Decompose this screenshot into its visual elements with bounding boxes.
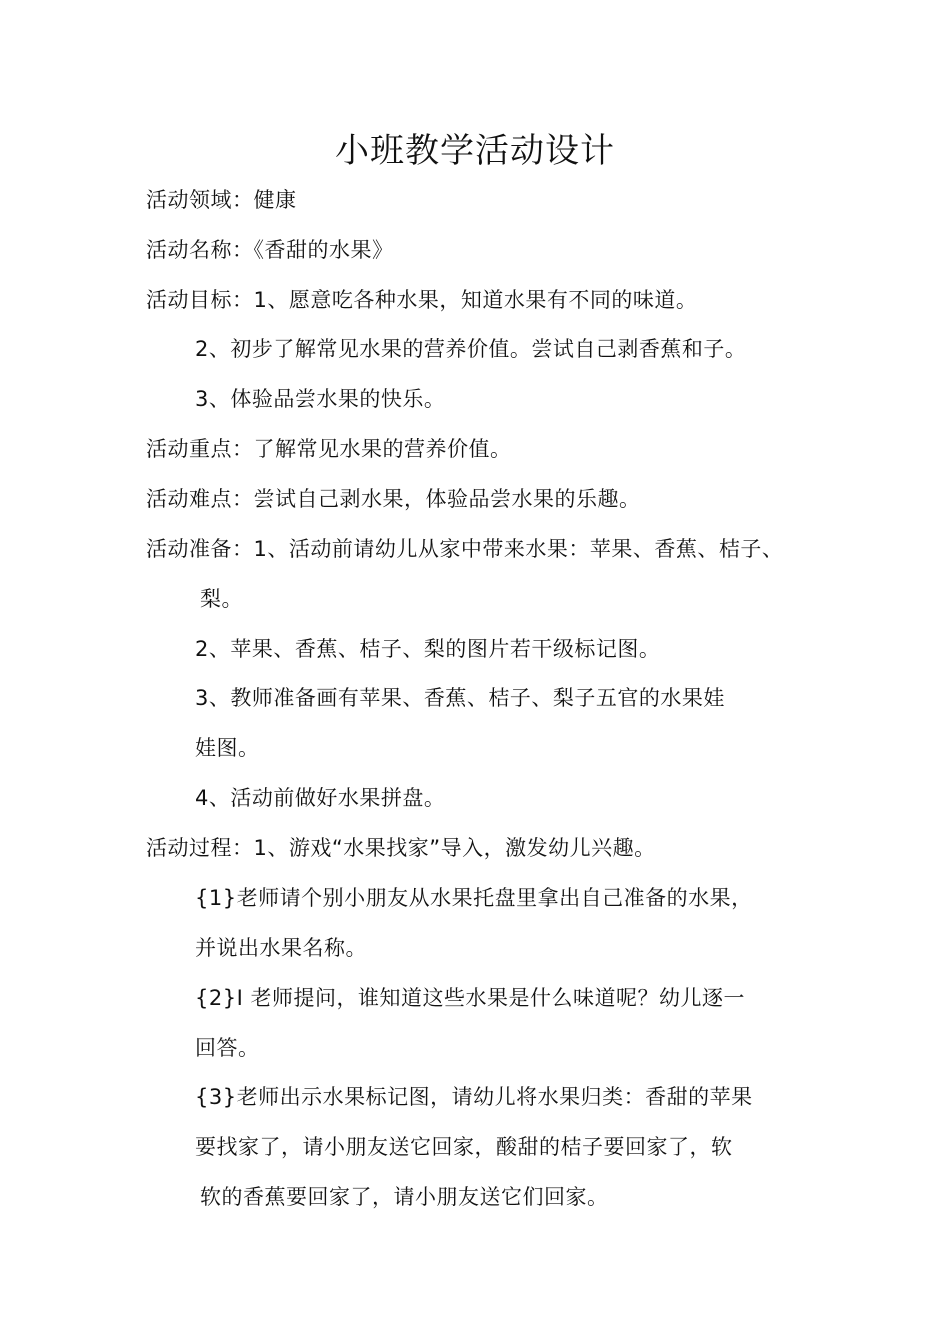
activity-goal-line-3: 3、体验品尝水果的快乐。 xyxy=(195,387,446,411)
activity-preparation-line-1: 活动准备：1、活动前请幼儿从家中带来水果：苹果、香蕉、桔子、 xyxy=(146,537,784,561)
activity-process-step-2: {2}I 老师提问，谁知道这些水果是什么味道呢？幼儿逐一 xyxy=(195,986,745,1010)
activity-difficulty-line: 活动难点：尝试自己剥水果，体验品尝水果的乐趣。 xyxy=(146,487,641,511)
activity-process-step-1: {1}老师请个别小朋友从水果托盘里拿出自己准备的水果， xyxy=(195,886,753,910)
activity-name-line: 活动名称：《香甜的水果》 xyxy=(146,238,394,262)
activity-key-point-line: 活动重点：了解常见水果的营养价值。 xyxy=(146,437,512,461)
activity-preparation-line-1-cont: 梨。 xyxy=(200,587,243,611)
activity-process-step-2-cont: 回答。 xyxy=(195,1036,260,1060)
document-title: 小班教学活动设计 xyxy=(335,131,615,171)
activity-process-step-3-cont-1: 要找家了，请小朋友送它回家，酸甜的桔子要回家了，软 xyxy=(195,1135,733,1159)
activity-domain-line: 活动领域：健康 xyxy=(146,188,297,212)
activity-process-step-3: {3}老师出示水果标记图，请幼儿将水果归类：香甜的苹果 xyxy=(195,1085,753,1109)
activity-goal-line-2: 2、初步了解常见水果的营养价值。尝试自己剥香蕉和子。 xyxy=(195,337,747,361)
activity-preparation-line-4: 4、活动前做好水果拼盘。 xyxy=(195,786,446,810)
activity-process-step-1-cont: 并说出水果名称。 xyxy=(195,936,367,960)
activity-process-line-1: 活动过程：1、游戏“水果找家”导入，激发幼儿兴趣。 xyxy=(146,836,656,860)
activity-process-step-3-cont-2: 软的香蕉要回家了，请小朋友送它们回家。 xyxy=(200,1185,609,1209)
activity-preparation-line-3: 3、教师准备画有苹果、香蕉、桔子、梨子五官的水果娃 xyxy=(195,686,725,710)
activity-preparation-line-3-cont: 娃图。 xyxy=(195,736,260,760)
activity-goal-line-1: 活动目标：1、愿意吃各种水果，知道水果有不同的味道。 xyxy=(146,288,698,312)
activity-preparation-line-2: 2、苹果、香蕉、桔子、梨的图片若干级标记图。 xyxy=(195,637,661,661)
